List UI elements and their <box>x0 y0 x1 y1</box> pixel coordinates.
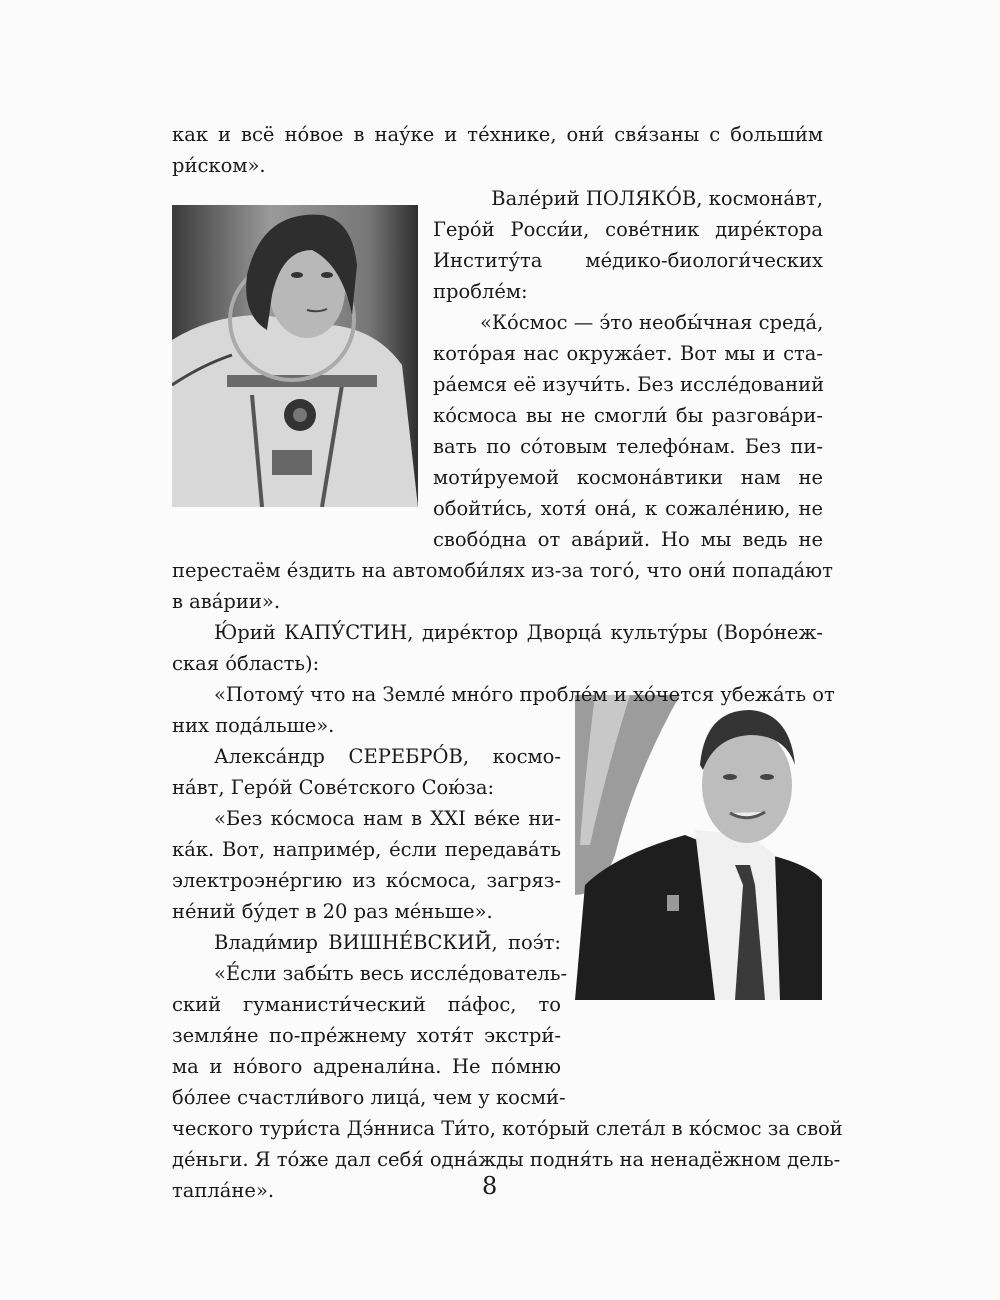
speaker-intro: Алекса́ндр СЕРЕБРО́В, космо- <box>214 745 561 768</box>
portrait-photo-image <box>575 695 822 1000</box>
speaker-intro: Влади́мир ВИШНЕ́ВСКИЙ, поэ́т: <box>214 931 561 954</box>
quote-line: «Е́сли забы́ть весь иссле́дователь- <box>214 962 568 985</box>
quote-line: ко́смоса вы не смогли́ бы разгова́ри- <box>433 404 823 427</box>
quote-line: земля́не по-пре́жнему хотя́т экстри́- <box>172 1024 561 1047</box>
portrait-photo <box>575 695 822 1000</box>
quote-line: ский гуманисти́ческий па́фос, то <box>172 993 561 1016</box>
quote-line: тапла́не». <box>172 1179 275 1202</box>
quote-line: ма и но́вого адренали́на. Не по́мню <box>172 1055 561 1078</box>
quote-line: вать по со́товым телефо́нам. Без пи- <box>433 435 823 458</box>
speaker-intro: пробле́м: <box>433 280 528 303</box>
speaker-intro: Геро́й Росси́и, сове́тник дире́ктора <box>433 218 823 241</box>
text-line: как и всё но́вое в нау́ке и те́хнике, они́ свя́заны с больши́м <box>172 123 823 146</box>
quote-line: де́ньги. Я то́же дал себя́ одна́жды подня́ть на ненадёжном дель- <box>172 1148 841 1171</box>
quote-line: в ава́рии». <box>172 590 281 613</box>
quote-line: «Без ко́смоса нам в XXI ве́ке ни- <box>214 807 561 830</box>
quote-line: обойти́сь, хотя́ она́, к сожале́нию, не <box>433 497 823 520</box>
quote-line: не́ний бу́дет в 20 раз ме́ньше». <box>172 900 493 923</box>
speaker-intro: на́вт, Геро́й Сове́тского Сою́за: <box>172 776 495 799</box>
speaker-intro: Институ́та ме́дико-биологи́ческих <box>433 249 823 272</box>
quote-line: них пода́льше». <box>172 714 335 737</box>
page-number: 8 <box>482 1172 498 1200</box>
cosmonaut-photo-image <box>172 205 418 507</box>
text-line: ри́ском». <box>172 154 266 177</box>
cosmonaut-photo <box>172 205 418 507</box>
speaker-intro: ская о́бласть): <box>172 652 320 675</box>
speaker-intro: Ю́рий КАПУ́СТИН, дире́ктор Дворца́ культу́ры (Воро́неж- <box>214 621 823 644</box>
quote-line: ра́емся её изучи́ть. Без иссле́дований <box>433 373 825 396</box>
quote-line: моти́руемой космона́втики нам не <box>433 466 823 489</box>
quote-line: ческого тури́ста Дэ́нниса Ти́то, кото́рый слета́л в ко́смос за свой <box>172 1117 843 1140</box>
quote-line: ка́к. Вот, наприме́р, е́сли передава́ть <box>172 838 561 861</box>
quote-line: бо́лее счастли́вого лица́, чем у косми́- <box>172 1086 566 1109</box>
quote-line: свобо́дна от ава́рий. Но мы ведь не <box>433 528 823 551</box>
quote-line: перестаём е́здить на автомоби́лях из-за того́, что они́ попада́ют <box>172 559 833 582</box>
speaker-intro: Вале́рий ПОЛЯКО́В, космона́вт, <box>491 187 823 210</box>
quote-line: «Ко́смос — э́то необы́чная среда́, <box>480 311 824 334</box>
quote-line: электроэне́ргию из ко́смоса, загряз- <box>172 869 561 892</box>
quote-line: «Потому́ что на Земле́ мно́го пробле́м и хо́чется убежа́ть от <box>214 683 835 706</box>
quote-line: кото́рая нас окружа́ет. Вот мы и ста- <box>433 342 823 365</box>
